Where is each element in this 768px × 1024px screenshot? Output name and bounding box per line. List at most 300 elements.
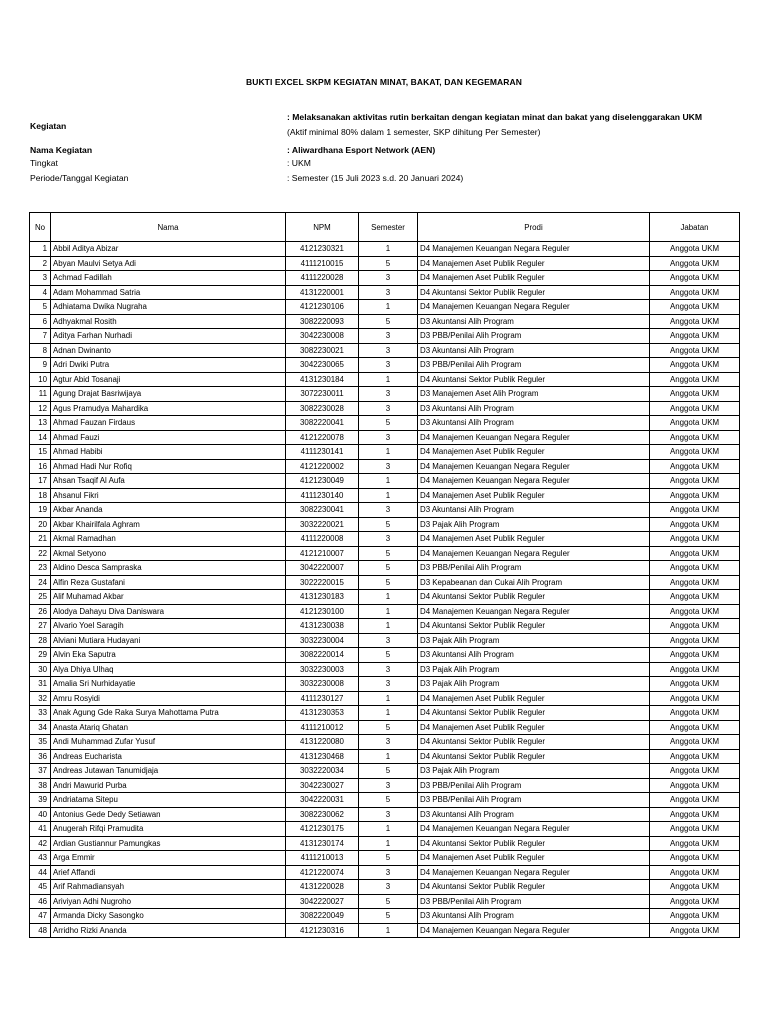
table-header-row (30, 213, 740, 242)
cell-jabatan: Anggota UKM (650, 474, 740, 489)
cell-npm: 3042220027 (286, 894, 359, 909)
cell-nama: Adnan Dwinanto (51, 343, 286, 358)
cell-prodi: D3 PBB/Penilai Alih Program (418, 778, 650, 793)
table-row (30, 691, 740, 706)
cell-no: 10 (30, 372, 51, 387)
table-row (30, 677, 740, 692)
cell-no: 29 (30, 648, 51, 663)
cell-semester: 5 (359, 517, 418, 532)
cell-jabatan: Anggota UKM (650, 532, 740, 547)
cell-npm: 3032220034 (286, 764, 359, 779)
cell-prodi: D4 Manajemen Aset Publik Reguler (418, 271, 650, 286)
cell-prodi: D4 Manajemen Keuangan Negara Reguler (418, 546, 650, 561)
cell-no: 17 (30, 474, 51, 489)
cell-nama: Andreas Eucharista (51, 749, 286, 764)
cell-semester: 1 (359, 242, 418, 257)
member-table (29, 212, 740, 938)
cell-no: 22 (30, 546, 51, 561)
cell-jabatan: Anggota UKM (650, 793, 740, 808)
cell-semester: 3 (359, 285, 418, 300)
table-row (30, 720, 740, 735)
table-row (30, 561, 740, 576)
cell-jabatan: Anggota UKM (650, 822, 740, 837)
cell-npm: 4121230049 (286, 474, 359, 489)
cell-prodi: D3 PBB/Penilai Alih Program (418, 793, 650, 808)
table-row (30, 488, 740, 503)
cell-prodi: D4 Akuntansi Sektor Publik Reguler (418, 735, 650, 750)
table-row (30, 894, 740, 909)
cell-npm: 4131220028 (286, 880, 359, 895)
cell-npm: 4131230174 (286, 836, 359, 851)
cell-prodi: D4 Manajemen Aset Publik Reguler (418, 720, 650, 735)
cell-npm: 4111220028 (286, 271, 359, 286)
cell-jabatan: Anggota UKM (650, 720, 740, 735)
cell-no: 40 (30, 807, 51, 822)
cell-jabatan: Anggota UKM (650, 561, 740, 576)
table-row (30, 445, 740, 460)
cell-jabatan: Anggota UKM (650, 909, 740, 924)
header-nama: Nama (51, 213, 286, 242)
cell-no: 18 (30, 488, 51, 503)
table-row (30, 836, 740, 851)
cell-nama: Amalia Sri Nurhidayatie (51, 677, 286, 692)
cell-no: 6 (30, 314, 51, 329)
cell-npm: 3042220031 (286, 793, 359, 808)
cell-npm: 3082230028 (286, 401, 359, 416)
cell-semester: 3 (359, 329, 418, 344)
cell-jabatan: Anggota UKM (650, 271, 740, 286)
cell-no: 21 (30, 532, 51, 547)
cell-npm: 4131220001 (286, 285, 359, 300)
cell-npm: 3082220041 (286, 416, 359, 431)
cell-prodi: D4 Akuntansi Sektor Publik Reguler (418, 619, 650, 634)
cell-no: 45 (30, 880, 51, 895)
cell-npm: 3032230008 (286, 677, 359, 692)
table-row (30, 880, 740, 895)
cell-jabatan: Anggota UKM (650, 416, 740, 431)
cell-no: 23 (30, 561, 51, 576)
table-row (30, 300, 740, 315)
cell-semester: 5 (359, 764, 418, 779)
cell-jabatan: Anggota UKM (650, 706, 740, 721)
cell-npm: 4121230100 (286, 604, 359, 619)
cell-jabatan: Anggota UKM (650, 865, 740, 880)
cell-no: 5 (30, 300, 51, 315)
cell-semester: 5 (359, 851, 418, 866)
table-row (30, 778, 740, 793)
table-body (30, 242, 740, 938)
cell-jabatan: Anggota UKM (650, 503, 740, 518)
cell-semester: 3 (359, 459, 418, 474)
periode-value: : Semester (15 Juli 2023 s.d. 20 Januari 2024) (287, 173, 464, 183)
cell-jabatan: Anggota UKM (650, 401, 740, 416)
cell-semester: 3 (359, 387, 418, 402)
cell-semester: 1 (359, 691, 418, 706)
table-row (30, 242, 740, 257)
cell-nama: Anasta Atariq Ghatan (51, 720, 286, 735)
cell-npm: 4111210015 (286, 256, 359, 271)
cell-prodi: D3 PBB/Penilai Alih Program (418, 561, 650, 576)
cell-semester: 3 (359, 735, 418, 750)
cell-prodi: D4 Manajemen Keuangan Negara Reguler (418, 474, 650, 489)
cell-npm: 3032230004 (286, 633, 359, 648)
cell-prodi: D3 Akuntansi Alih Program (418, 314, 650, 329)
table-row (30, 662, 740, 677)
cell-jabatan: Anggota UKM (650, 329, 740, 344)
cell-prodi: D4 Manajemen Aset Publik Reguler (418, 532, 650, 547)
cell-semester: 3 (359, 662, 418, 677)
cell-npm: 4111210013 (286, 851, 359, 866)
cell-jabatan: Anggota UKM (650, 590, 740, 605)
cell-npm: 3042230065 (286, 358, 359, 373)
cell-npm: 4131220080 (286, 735, 359, 750)
cell-nama: Akmal Ramadhan (51, 532, 286, 547)
cell-semester: 1 (359, 619, 418, 634)
cell-prodi: D4 Manajemen Keuangan Negara Reguler (418, 604, 650, 619)
cell-prodi: D4 Akuntansi Sektor Publik Reguler (418, 880, 650, 895)
cell-nama: Adam Mohammad Satria (51, 285, 286, 300)
cell-npm: 4111230140 (286, 488, 359, 503)
cell-no: 47 (30, 909, 51, 924)
cell-nama: Abyan Maulvi Setya Adi (51, 256, 286, 271)
cell-nama: Adhiatama Dwika Nugraha (51, 300, 286, 315)
cell-jabatan: Anggota UKM (650, 256, 740, 271)
cell-nama: Andriatama Sitepu (51, 793, 286, 808)
cell-jabatan: Anggota UKM (650, 764, 740, 779)
cell-semester: 1 (359, 836, 418, 851)
cell-jabatan: Anggota UKM (650, 430, 740, 445)
cell-prodi: D3 Kepabeanan dan Cukai Alih Program (418, 575, 650, 590)
cell-jabatan: Anggota UKM (650, 285, 740, 300)
cell-npm: 4131230353 (286, 706, 359, 721)
cell-npm: 3082220014 (286, 648, 359, 663)
cell-prodi: D3 Akuntansi Alih Program (418, 401, 650, 416)
cell-prodi: D4 Manajemen Keuangan Negara Reguler (418, 242, 650, 257)
cell-nama: Achmad Fadillah (51, 271, 286, 286)
table-row (30, 372, 740, 387)
cell-npm: 3082230021 (286, 343, 359, 358)
cell-jabatan: Anggota UKM (650, 778, 740, 793)
cell-npm: 4121220074 (286, 865, 359, 880)
cell-no: 14 (30, 430, 51, 445)
table-row (30, 358, 740, 373)
cell-npm: 3082220093 (286, 314, 359, 329)
cell-no: 27 (30, 619, 51, 634)
table-row (30, 401, 740, 416)
cell-prodi: D3 Pajak Alih Program (418, 764, 650, 779)
cell-semester: 5 (359, 314, 418, 329)
cell-nama: Anak Agung Gde Raka Surya Mahottama Putra (51, 706, 286, 721)
cell-no: 37 (30, 764, 51, 779)
cell-no: 13 (30, 416, 51, 431)
cell-semester: 3 (359, 503, 418, 518)
cell-jabatan: Anggota UKM (650, 300, 740, 315)
cell-no: 32 (30, 691, 51, 706)
table-row (30, 749, 740, 764)
cell-semester: 5 (359, 894, 418, 909)
cell-semester: 1 (359, 822, 418, 837)
cell-semester: 5 (359, 909, 418, 924)
cell-nama: Ahsan Tsaqif Al Aufa (51, 474, 286, 489)
cell-jabatan: Anggota UKM (650, 677, 740, 692)
table-row (30, 314, 740, 329)
cell-semester: 1 (359, 749, 418, 764)
cell-prodi: D4 Manajemen Aset Publik Reguler (418, 488, 650, 503)
cell-no: 4 (30, 285, 51, 300)
cell-semester: 1 (359, 372, 418, 387)
tingkat-label: Tingkat (30, 158, 58, 168)
table-row (30, 416, 740, 431)
table-row (30, 706, 740, 721)
cell-semester: 3 (359, 401, 418, 416)
cell-nama: Alvario Yoel Saragih (51, 619, 286, 634)
cell-jabatan: Anggota UKM (650, 735, 740, 750)
cell-prodi: D3 Akuntansi Alih Program (418, 807, 650, 822)
cell-semester: 5 (359, 561, 418, 576)
cell-semester: 3 (359, 865, 418, 880)
cell-npm: 3082230062 (286, 807, 359, 822)
cell-jabatan: Anggota UKM (650, 633, 740, 648)
table-row (30, 851, 740, 866)
cell-semester: 3 (359, 532, 418, 547)
cell-no: 34 (30, 720, 51, 735)
cell-no: 7 (30, 329, 51, 344)
cell-npm: 4131230038 (286, 619, 359, 634)
cell-nama: Adhyakmal Rosith (51, 314, 286, 329)
cell-prodi: D3 Manajemen Aset Alih Program (418, 387, 650, 402)
table-row (30, 474, 740, 489)
cell-nama: Armanda Dicky Sasongko (51, 909, 286, 924)
table-row (30, 619, 740, 634)
header-no: No (30, 213, 51, 242)
table-row (30, 503, 740, 518)
cell-nama: Ahmad Hadi Nur Rofiq (51, 459, 286, 474)
cell-no: 8 (30, 343, 51, 358)
cell-prodi: D4 Akuntansi Sektor Publik Reguler (418, 836, 650, 851)
table-row (30, 329, 740, 344)
cell-jabatan: Anggota UKM (650, 546, 740, 561)
cell-no: 1 (30, 242, 51, 257)
cell-prodi: D4 Manajemen Aset Publik Reguler (418, 445, 650, 460)
cell-npm: 3032230003 (286, 662, 359, 677)
cell-jabatan: Anggota UKM (650, 314, 740, 329)
cell-no: 16 (30, 459, 51, 474)
cell-nama: Alvin Eka Saputra (51, 648, 286, 663)
cell-nama: Arief Affandi (51, 865, 286, 880)
cell-prodi: D4 Manajemen Aset Publik Reguler (418, 851, 650, 866)
cell-nama: Alviani Mutiara Hudayani (51, 633, 286, 648)
cell-semester: 3 (359, 633, 418, 648)
cell-no: 41 (30, 822, 51, 837)
cell-prodi: D4 Manajemen Keuangan Negara Reguler (418, 865, 650, 880)
cell-semester: 3 (359, 430, 418, 445)
cell-prodi: D4 Akuntansi Sektor Publik Reguler (418, 706, 650, 721)
cell-jabatan: Anggota UKM (650, 488, 740, 503)
cell-nama: Ahsanul Fikri (51, 488, 286, 503)
cell-npm: 4131230184 (286, 372, 359, 387)
cell-semester: 1 (359, 474, 418, 489)
cell-prodi: D4 Manajemen Keuangan Negara Reguler (418, 923, 650, 938)
cell-nama: Akmal Setyono (51, 546, 286, 561)
cell-nama: Alodya Dahayu Diva Daniswara (51, 604, 286, 619)
cell-npm: 4121230321 (286, 242, 359, 257)
cell-no: 48 (30, 923, 51, 938)
cell-npm: 3082230041 (286, 503, 359, 518)
cell-nama: Adri Dwiki Putra (51, 358, 286, 373)
cell-npm: 3042230027 (286, 778, 359, 793)
document-title: BUKTI EXCEL SKPM KEGIATAN MINAT, BAKAT, DAN KEGEMARAN (245, 77, 523, 87)
cell-semester: 3 (359, 880, 418, 895)
cell-no: 36 (30, 749, 51, 764)
nama-kegiatan-label: Nama Kegiatan (30, 145, 93, 155)
cell-nama: Ariviyan Adhi Nugroho (51, 894, 286, 909)
cell-nama: Agus Pramudya Mahardika (51, 401, 286, 416)
cell-prodi: D3 PBB/Penilai Alih Program (418, 894, 650, 909)
kegiatan-label: Kegiatan (30, 121, 67, 131)
cell-nama: Amru Rosyidi (51, 691, 286, 706)
cell-jabatan: Anggota UKM (650, 851, 740, 866)
cell-nama: Ardian Gustiannur Pamungkas (51, 836, 286, 851)
cell-npm: 3072230011 (286, 387, 359, 402)
header-npm: NPM (286, 213, 359, 242)
cell-npm: 4131230183 (286, 590, 359, 605)
cell-jabatan: Anggota UKM (650, 575, 740, 590)
cell-prodi: D3 PBB/Penilai Alih Program (418, 358, 650, 373)
cell-prodi: D4 Akuntansi Sektor Publik Reguler (418, 749, 650, 764)
cell-jabatan: Anggota UKM (650, 358, 740, 373)
table-row (30, 532, 740, 547)
cell-prodi: D3 Akuntansi Alih Program (418, 416, 650, 431)
cell-jabatan: Anggota UKM (650, 749, 740, 764)
cell-jabatan: Anggota UKM (650, 923, 740, 938)
cell-semester: 1 (359, 604, 418, 619)
cell-prodi: D4 Manajemen Keuangan Negara Reguler (418, 459, 650, 474)
cell-npm: 3082220049 (286, 909, 359, 924)
cell-semester: 1 (359, 300, 418, 315)
cell-npm: 4121220002 (286, 459, 359, 474)
cell-no: 15 (30, 445, 51, 460)
cell-no: 44 (30, 865, 51, 880)
cell-npm: 4111230127 (286, 691, 359, 706)
table-row (30, 590, 740, 605)
table-row (30, 633, 740, 648)
table-row (30, 546, 740, 561)
cell-no: 39 (30, 793, 51, 808)
cell-jabatan: Anggota UKM (650, 691, 740, 706)
header-semester: Semester (359, 213, 418, 242)
cell-semester: 3 (359, 807, 418, 822)
cell-npm: 3032220021 (286, 517, 359, 532)
kegiatan-value: : Melaksanakan aktivitas rutin berkaitan dengan kegiatan minat dan bakat yang diselenggarakan UKM (287, 112, 703, 122)
cell-no: 46 (30, 894, 51, 909)
cell-npm: 4121210007 (286, 546, 359, 561)
cell-no: 30 (30, 662, 51, 677)
cell-semester: 3 (359, 677, 418, 692)
cell-no: 28 (30, 633, 51, 648)
cell-npm: 3042220007 (286, 561, 359, 576)
cell-nama: Akbar Ananda (51, 503, 286, 518)
table-row (30, 865, 740, 880)
cell-semester: 5 (359, 648, 418, 663)
cell-npm: 4111220008 (286, 532, 359, 547)
cell-nama: Alfin Reza Gustafani (51, 575, 286, 590)
cell-jabatan: Anggota UKM (650, 604, 740, 619)
cell-prodi: D3 Pajak Alih Program (418, 662, 650, 677)
cell-nama: Arridho Rizki Ananda (51, 923, 286, 938)
cell-no: 24 (30, 575, 51, 590)
cell-no: 42 (30, 836, 51, 851)
cell-npm: 4111230141 (286, 445, 359, 460)
cell-prodi: D4 Manajemen Aset Publik Reguler (418, 256, 650, 271)
cell-semester: 1 (359, 488, 418, 503)
table-row (30, 764, 740, 779)
cell-no: 12 (30, 401, 51, 416)
cell-no: 31 (30, 677, 51, 692)
cell-nama: Ahmad Fauzan Firdaus (51, 416, 286, 431)
cell-jabatan: Anggota UKM (650, 517, 740, 532)
cell-nama: Alif Muhamad Akbar (51, 590, 286, 605)
cell-npm: 4121230106 (286, 300, 359, 315)
cell-prodi: D3 Pajak Alih Program (418, 633, 650, 648)
cell-prodi: D3 PBB/Penilai Alih Program (418, 329, 650, 344)
cell-jabatan: Anggota UKM (650, 343, 740, 358)
tingkat-value: : UKM (287, 158, 311, 168)
cell-prodi: D4 Akuntansi Sektor Publik Reguler (418, 590, 650, 605)
cell-nama: Andi Muhammad Zufar Yusuf (51, 735, 286, 750)
cell-jabatan: Anggota UKM (650, 836, 740, 851)
cell-nama: Alya Dhiya Ulhaq (51, 662, 286, 677)
cell-prodi: D3 Akuntansi Alih Program (418, 909, 650, 924)
table-row (30, 575, 740, 590)
cell-npm: 4131230468 (286, 749, 359, 764)
header-prodi: Prodi (418, 213, 650, 242)
cell-no: 43 (30, 851, 51, 866)
cell-semester: 3 (359, 778, 418, 793)
cell-nama: Akbar Khairilfala Aghram (51, 517, 286, 532)
table-row (30, 343, 740, 358)
table-row (30, 517, 740, 532)
cell-nama: Aditya Farhan Nurhadi (51, 329, 286, 344)
cell-nama: Anugerah Rifqi Pramudita (51, 822, 286, 837)
cell-prodi: D3 Akuntansi Alih Program (418, 503, 650, 518)
table-row (30, 822, 740, 837)
cell-no: 20 (30, 517, 51, 532)
nama-kegiatan-value: : Aliwardhana Esport Network (AEN) (287, 145, 436, 155)
cell-no: 19 (30, 503, 51, 518)
cell-npm: 4121230175 (286, 822, 359, 837)
cell-nama: Agung Drajat Basriwijaya (51, 387, 286, 402)
table-row (30, 285, 740, 300)
cell-prodi: D4 Akuntansi Sektor Publik Reguler (418, 285, 650, 300)
table-row (30, 387, 740, 402)
table-row (30, 648, 740, 663)
cell-semester: 1 (359, 445, 418, 460)
cell-semester: 5 (359, 575, 418, 590)
table-row (30, 793, 740, 808)
table-row (30, 430, 740, 445)
cell-no: 9 (30, 358, 51, 373)
table-row (30, 735, 740, 750)
cell-prodi: D4 Manajemen Keuangan Negara Reguler (418, 430, 650, 445)
cell-nama: Ahmad Fauzi (51, 430, 286, 445)
cell-no: 25 (30, 590, 51, 605)
cell-jabatan: Anggota UKM (650, 807, 740, 822)
table-row (30, 256, 740, 271)
cell-semester: 5 (359, 720, 418, 735)
cell-semester: 1 (359, 923, 418, 938)
cell-no: 26 (30, 604, 51, 619)
cell-nama: Aldino Desca Sampraska (51, 561, 286, 576)
